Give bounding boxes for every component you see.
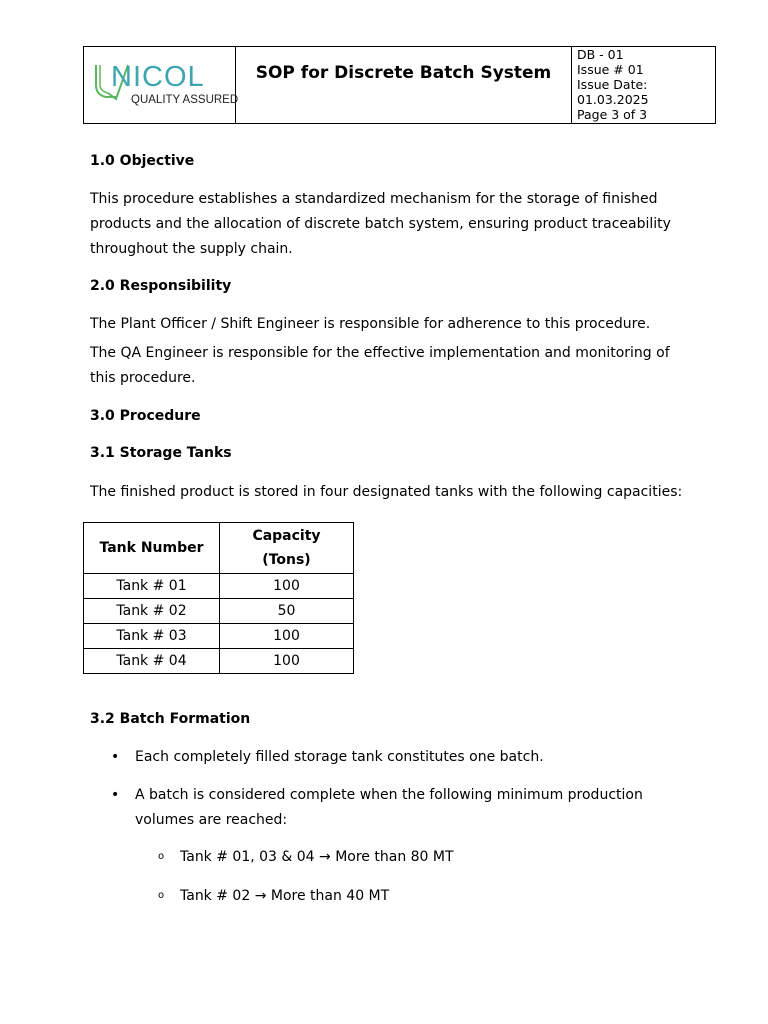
bullet-icon: • bbox=[111, 787, 120, 803]
sub-bullet-item-1: Tank # 01, 03 & 04 → More than 80 MT bbox=[180, 849, 454, 865]
table-row bbox=[84, 574, 354, 599]
responsibility-line-3: this procedure. bbox=[90, 370, 196, 386]
capacity-cell: 100 bbox=[220, 649, 354, 674]
issue-date-label: Issue Date: bbox=[577, 77, 648, 92]
procedure-heading: 3.0 Procedure bbox=[90, 408, 201, 424]
document-title: SOP for Discrete Batch System bbox=[236, 47, 572, 123]
capacity-cell: 100 bbox=[220, 624, 354, 649]
responsibility-heading: 2.0 Responsibility bbox=[90, 278, 232, 294]
sub-bullet-icon: o bbox=[158, 851, 165, 862]
objective-line-3: throughout the supply chain. bbox=[90, 241, 293, 257]
capacity-cell: 100 bbox=[220, 574, 354, 599]
table-row bbox=[84, 599, 354, 624]
tank-cell: Tank # 04 bbox=[84, 649, 220, 674]
document-header bbox=[83, 46, 716, 124]
capacity-cell: 50 bbox=[220, 599, 354, 624]
column-header-capacity-line1: Capacity bbox=[252, 528, 321, 544]
objective-line-1: This procedure establishes a standardized mechanism for the storage of finished bbox=[90, 191, 658, 207]
responsibility-line-1: The Plant Officer / Shift Engineer is responsible for adherence to this procedure. bbox=[90, 316, 651, 332]
sub-bullet-icon: o bbox=[158, 890, 165, 901]
batch-heading: 3.2 Batch Formation bbox=[90, 711, 251, 727]
sub-bullet-item-2: Tank # 02 → More than 40 MT bbox=[180, 888, 390, 904]
bullet-icon: • bbox=[111, 749, 120, 765]
doc-code: DB - 01 bbox=[577, 47, 624, 62]
tank-cell: Tank # 03 bbox=[84, 624, 220, 649]
issue-date: 01.03.2025 bbox=[577, 92, 649, 107]
column-header-capacity bbox=[220, 523, 354, 574]
storage-intro: The finished product is stored in four designated tanks with the following capacities: bbox=[90, 484, 683, 500]
table-header-row bbox=[84, 523, 354, 574]
bullet-item-2-line-1: A batch is considered complete when the following minimum production bbox=[135, 787, 643, 803]
tank-cell: Tank # 02 bbox=[84, 599, 220, 624]
logo-wordmark: NICOL bbox=[111, 61, 205, 93]
column-header-tank: Tank Number bbox=[84, 523, 220, 574]
storage-heading: 3.1 Storage Tanks bbox=[90, 445, 232, 461]
bullet-item-2-line-2: volumes are reached: bbox=[135, 812, 288, 828]
bullet-item-1: Each completely filled storage tank constitutes one batch. bbox=[135, 749, 544, 765]
objective-heading: 1.0 Objective bbox=[90, 153, 195, 169]
table-row bbox=[84, 649, 354, 674]
column-header-capacity-line2: (Tons) bbox=[262, 552, 311, 568]
tank-cell: Tank # 01 bbox=[84, 574, 220, 599]
logo-tagline: QUALITY ASSURED bbox=[131, 94, 239, 106]
document-meta bbox=[572, 47, 715, 123]
tank-capacity-table bbox=[83, 522, 354, 674]
page-number: Page 3 of 3 bbox=[577, 107, 648, 122]
table-row bbox=[84, 624, 354, 649]
company-logo bbox=[84, 47, 239, 123]
objective-line-2: products and the allocation of discrete batch system, ensuring product traceability bbox=[90, 216, 671, 232]
issue-number: Issue # 01 bbox=[577, 62, 644, 77]
responsibility-line-2: The QA Engineer is responsible for the effective implementation and monitoring of bbox=[90, 345, 670, 361]
